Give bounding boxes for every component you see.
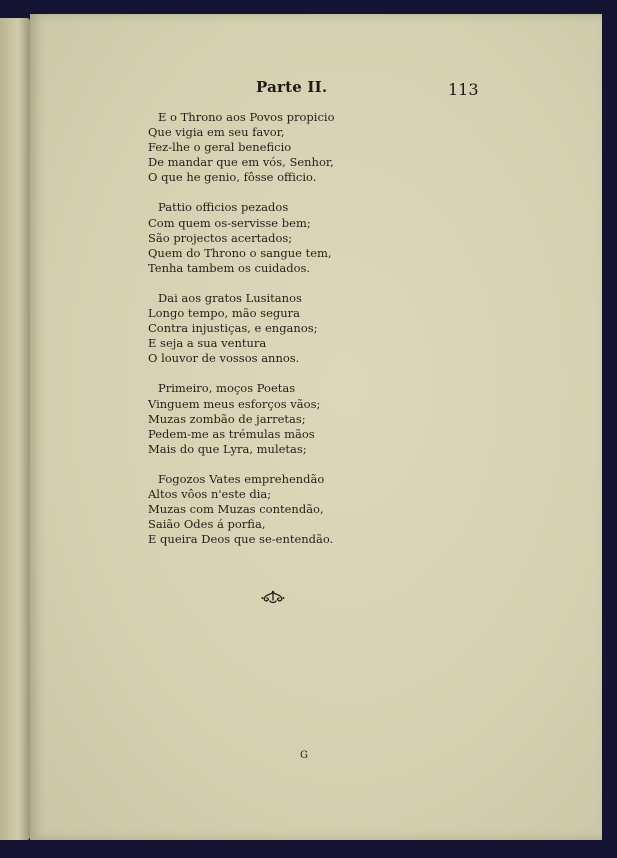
- verse-line: Mais do que Lyra, muletas;: [148, 441, 307, 456]
- verse-line: Pattio officios pezados: [158, 200, 289, 215]
- page-number: 113: [448, 80, 479, 99]
- running-header: Parte II.: [256, 78, 328, 96]
- verse-line: Muzas zombão de jarretas;: [148, 411, 306, 426]
- stanza: [148, 200, 335, 275]
- stanza: [148, 472, 335, 547]
- verse-line: Muzas com Muzas contendão,: [148, 502, 324, 517]
- verse-line: Longo tempo, mão segura: [148, 306, 301, 321]
- verse-line: Fogozos Vates emprehendão: [158, 471, 325, 486]
- verse-line: Tenha tambem os cuidados.: [148, 260, 311, 275]
- verse-line: E queira Deos que se-entendão.: [148, 532, 334, 547]
- verse-line: São projectos acertados;: [148, 230, 293, 245]
- verse-line: Saião Odes á porfia,: [148, 517, 266, 532]
- signature-mark: G: [300, 750, 308, 761]
- verse-line: Pedem-me as trémulas mãos: [148, 426, 315, 441]
- fleuron-ornament-icon: [260, 590, 286, 604]
- verse-line: E o Throno aos Povos propicio: [158, 110, 335, 124]
- verse-line: Com quem os-servisse bem;: [148, 215, 311, 230]
- stanza: [148, 381, 335, 456]
- page: [30, 14, 602, 840]
- stanza: [148, 110, 335, 185]
- poem: [148, 110, 335, 562]
- verse-line: Contra injustiças, e enganos;: [148, 321, 318, 336]
- verse-line: Primeiro, moços Poetas: [158, 381, 296, 396]
- verse-line: Que vigia em seu favor,: [148, 125, 285, 140]
- verse-line: Altos vôos n'este dia;: [148, 486, 272, 501]
- facing-page-edge: [0, 18, 30, 840]
- verse-line: Vinguem meus esforços vãos;: [148, 396, 321, 411]
- verse-line: O louvor de vossos annos.: [148, 351, 300, 366]
- verse-line: Dai aos gratos Lusitanos: [158, 290, 302, 305]
- stanza: [148, 291, 335, 366]
- verse-line: De mandar que em vós, Senhor,: [148, 155, 334, 170]
- verse-line: Quem do Throno o sangue tem,: [148, 245, 332, 260]
- verse-line: O que he genio, fôsse officio.: [148, 170, 317, 185]
- verse-line: Fez-lhe o geral beneficio: [148, 140, 292, 155]
- verse-line: E seja a sua ventura: [148, 336, 267, 351]
